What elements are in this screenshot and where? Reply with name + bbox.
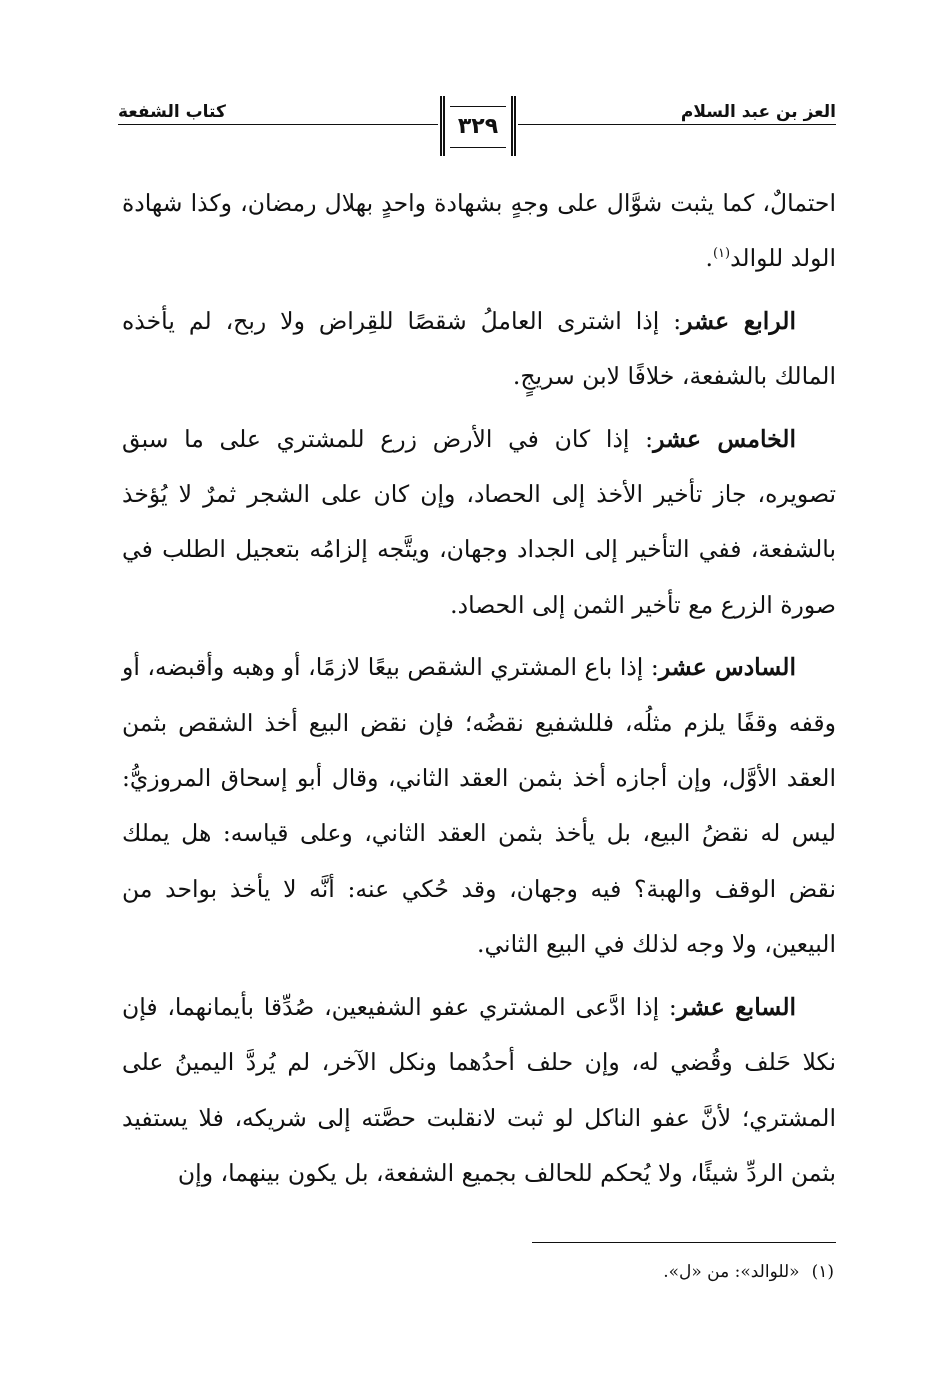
paragraph-end: . <box>705 244 713 273</box>
paragraph-2 <box>122 294 836 405</box>
paragraph-3 <box>122 412 836 634</box>
footnote-ref: (١) <box>712 246 731 262</box>
paragraph-lead: الرابع عشر <box>681 306 796 335</box>
page-number: ٣٢٩ <box>457 113 499 139</box>
footnote-text: «للوالد»: من «ل». <box>663 1262 800 1282</box>
paragraph-text: : إذا اشترى العاملُ شقصًا للقِراض ولا ربح، لم يأخذه المالك بالشفعة، خلافًا لابن سريجٍ. <box>122 306 836 391</box>
footnote-separator <box>532 1242 836 1243</box>
paragraph-text: : إذا باع المشتري الشقص بيعًا لازمًا، أو وهبه وأقبضه، أو وقفه وقفًا يلزم مثلُه، فللشفيع نقضُه؛ فإن نقض البيع أخذ الشقص بثمن العقد الأوَّل، وإن أجازه أخذ بثمن العقد الثاني، وقال أبو إسحاق المروزيُّ: ليس له نقضُ البيع، بل يأخذ بثمن العقد الثاني، وعلى قياسه: هل يملك نقض الوقف والهبة؟ فيه وجهان، وقد حُكي عنه: أنَّه لا يأخذ بواحد من البيعين، ولا وجه لذلك في البيع الثاني. <box>122 653 836 959</box>
page-number-frame <box>440 96 516 156</box>
paragraph-1 <box>122 176 836 287</box>
header-rule-right <box>518 124 836 125</box>
page-header <box>118 96 836 166</box>
paragraph-4 <box>122 640 836 972</box>
footnote-number: (١) <box>811 1262 834 1282</box>
paragraph-text: : إذا كان في الأرض زرع للمشتري على ما سبق تصويره، جاز تأخير الأخذ إلى الحصاد، وإن كان على الشجر ثمرٌ لا يُؤخذ بالشفعة، ففي التأخير إلى الجداد وجهان، ويتَّجه إلزامُه بتعجيل الطلب في صورة الزرع مع تأخير الثمن إلى الحصاد. <box>122 424 836 619</box>
paragraph-text: احتمالٌ، كما يثبت شوَّال على وجهٍ بشهادة واحدٍ بهلال رمضان، وكذا شهادة الولد للوالد <box>122 189 836 273</box>
paragraph-lead: الخامس عشر <box>653 424 796 453</box>
paragraph-lead: السابع عشر <box>676 992 797 1021</box>
main-text <box>122 176 836 1208</box>
paragraph-lead: السادس عشر <box>658 653 796 682</box>
header-rule-left <box>118 124 438 125</box>
footnote <box>663 1262 834 1282</box>
running-head-author: العز بن عبد السلام <box>680 102 836 122</box>
running-head-book: كتاب الشفعة <box>118 102 226 122</box>
paragraph-5 <box>122 980 836 1202</box>
paragraph-text: : إذا ادَّعى المشتري عفو الشفيعين، صُدِّقا بأيمانهما، فإن نكلا حَلف وقُضي له، وإن حلف أحدُهما ونكل الآخر، لم يُردَّ اليمينُ على المشتري؛ لأنَّ عفو الناكل لو ثبت لانقلبت حصَّته إلى شريكه، فلا يستفيد بثمن الردِّ شيئًا، ولا يُحكم للحالف بجميع الشفعة، بل يكون بينهما، وإن <box>122 992 836 1187</box>
